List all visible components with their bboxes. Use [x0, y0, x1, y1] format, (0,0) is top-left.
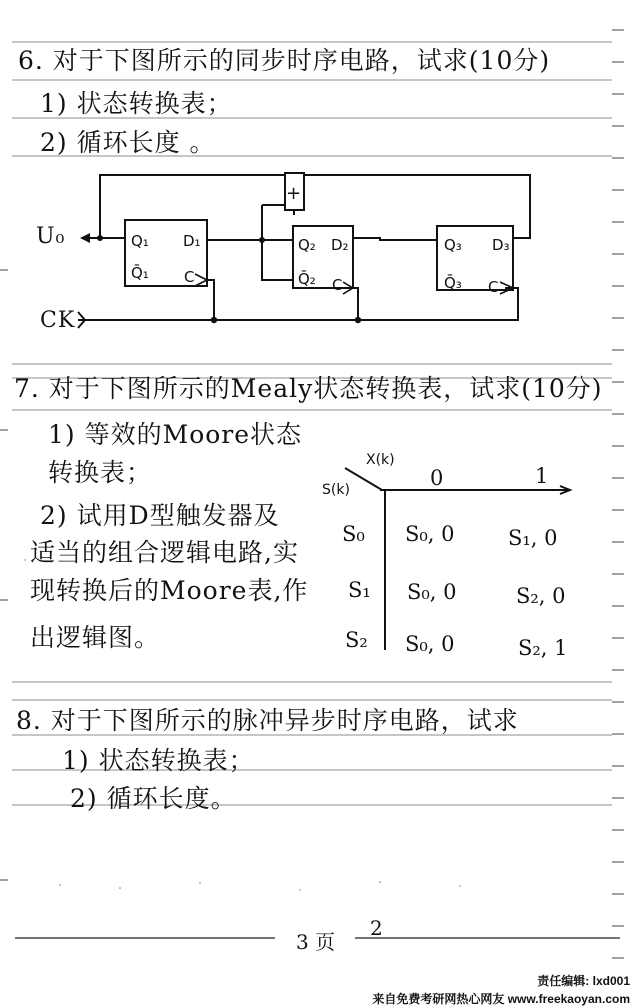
table-row-1-cell-1: S₂, 0 — [516, 584, 566, 608]
ff1-q: Q₁ — [131, 232, 149, 250]
ff3-q: Q₃ — [444, 236, 462, 254]
table-row-1-cell-0: S₀, 0 — [407, 580, 457, 604]
q7-item-1a: 1) 等效的Moore状态 — [48, 420, 303, 449]
q7-item-1b: 转换表； — [48, 458, 153, 487]
sheet-number: 2 — [370, 916, 383, 940]
q8-item-2: 2) 循环长度。 — [70, 784, 237, 813]
q7-title: 7. 对于下图所示的Mealy状态转换表，试求(10分) — [14, 374, 603, 403]
ff3-c: C — [488, 278, 499, 296]
table-state-header: S(k) — [322, 482, 350, 498]
q6-title: 6. 对于下图所示的同步时序电路，试求(10分) — [18, 46, 551, 75]
table-row-0-state: S₀ — [342, 522, 365, 546]
ff1-qbar: Q̄₁ — [131, 264, 149, 282]
q7-item-2c: 现转换后的Moore表,作 — [30, 576, 309, 605]
q7-item-2d: 出逻辑图。 — [30, 623, 161, 652]
ff1-c: C — [184, 268, 195, 286]
q7-item-2b: 适当的组合逻辑电路,实 — [30, 538, 299, 567]
ff1-d: D₁ — [183, 232, 201, 250]
q8-title: 8. 对于下图所示的脉冲异步时序电路，试求 — [16, 706, 519, 735]
ff2-q: Q₂ — [298, 236, 316, 254]
plus-gate-label: + — [286, 183, 302, 204]
table-row-2-state: S₂ — [345, 628, 368, 652]
table-col-1: 1 — [535, 464, 549, 488]
editor-credit: 责任编辑: lxd001 — [537, 974, 630, 988]
ff3-d: D₃ — [492, 236, 510, 254]
q7-item-2a: 2) 试用D型触发器及 — [40, 501, 280, 530]
table-col-0: 0 — [430, 466, 444, 490]
q6-item-2: 2) 循环长度 。 — [40, 128, 216, 157]
table-row-0-cell-0: S₀, 0 — [405, 522, 455, 546]
output-label: U₀ — [36, 224, 66, 249]
ff3-qbar: Q̄₃ — [444, 274, 462, 292]
page-number: 3 页 — [296, 930, 336, 954]
ff2-c: C — [332, 276, 343, 294]
clock-label: CK — [40, 308, 76, 333]
ff2-qbar: Q̄₂ — [298, 270, 316, 288]
ff2-d: D₂ — [331, 236, 349, 254]
source-credit: 来自免费考研网热心网友 www.freekaoyan.com — [372, 992, 630, 1006]
table-input-header: X(k) — [366, 452, 395, 468]
table-row-0-cell-1: S₁, 0 — [508, 526, 558, 550]
table-row-1-state: S₁ — [348, 578, 371, 602]
table-row-2-cell-1: S₂, 1 — [518, 636, 568, 660]
q6-item-1: 1) 状态转换表； — [40, 89, 233, 118]
table-row-2-cell-0: S₀, 0 — [405, 632, 455, 656]
q8-item-1: 1) 状态转换表； — [62, 746, 255, 775]
